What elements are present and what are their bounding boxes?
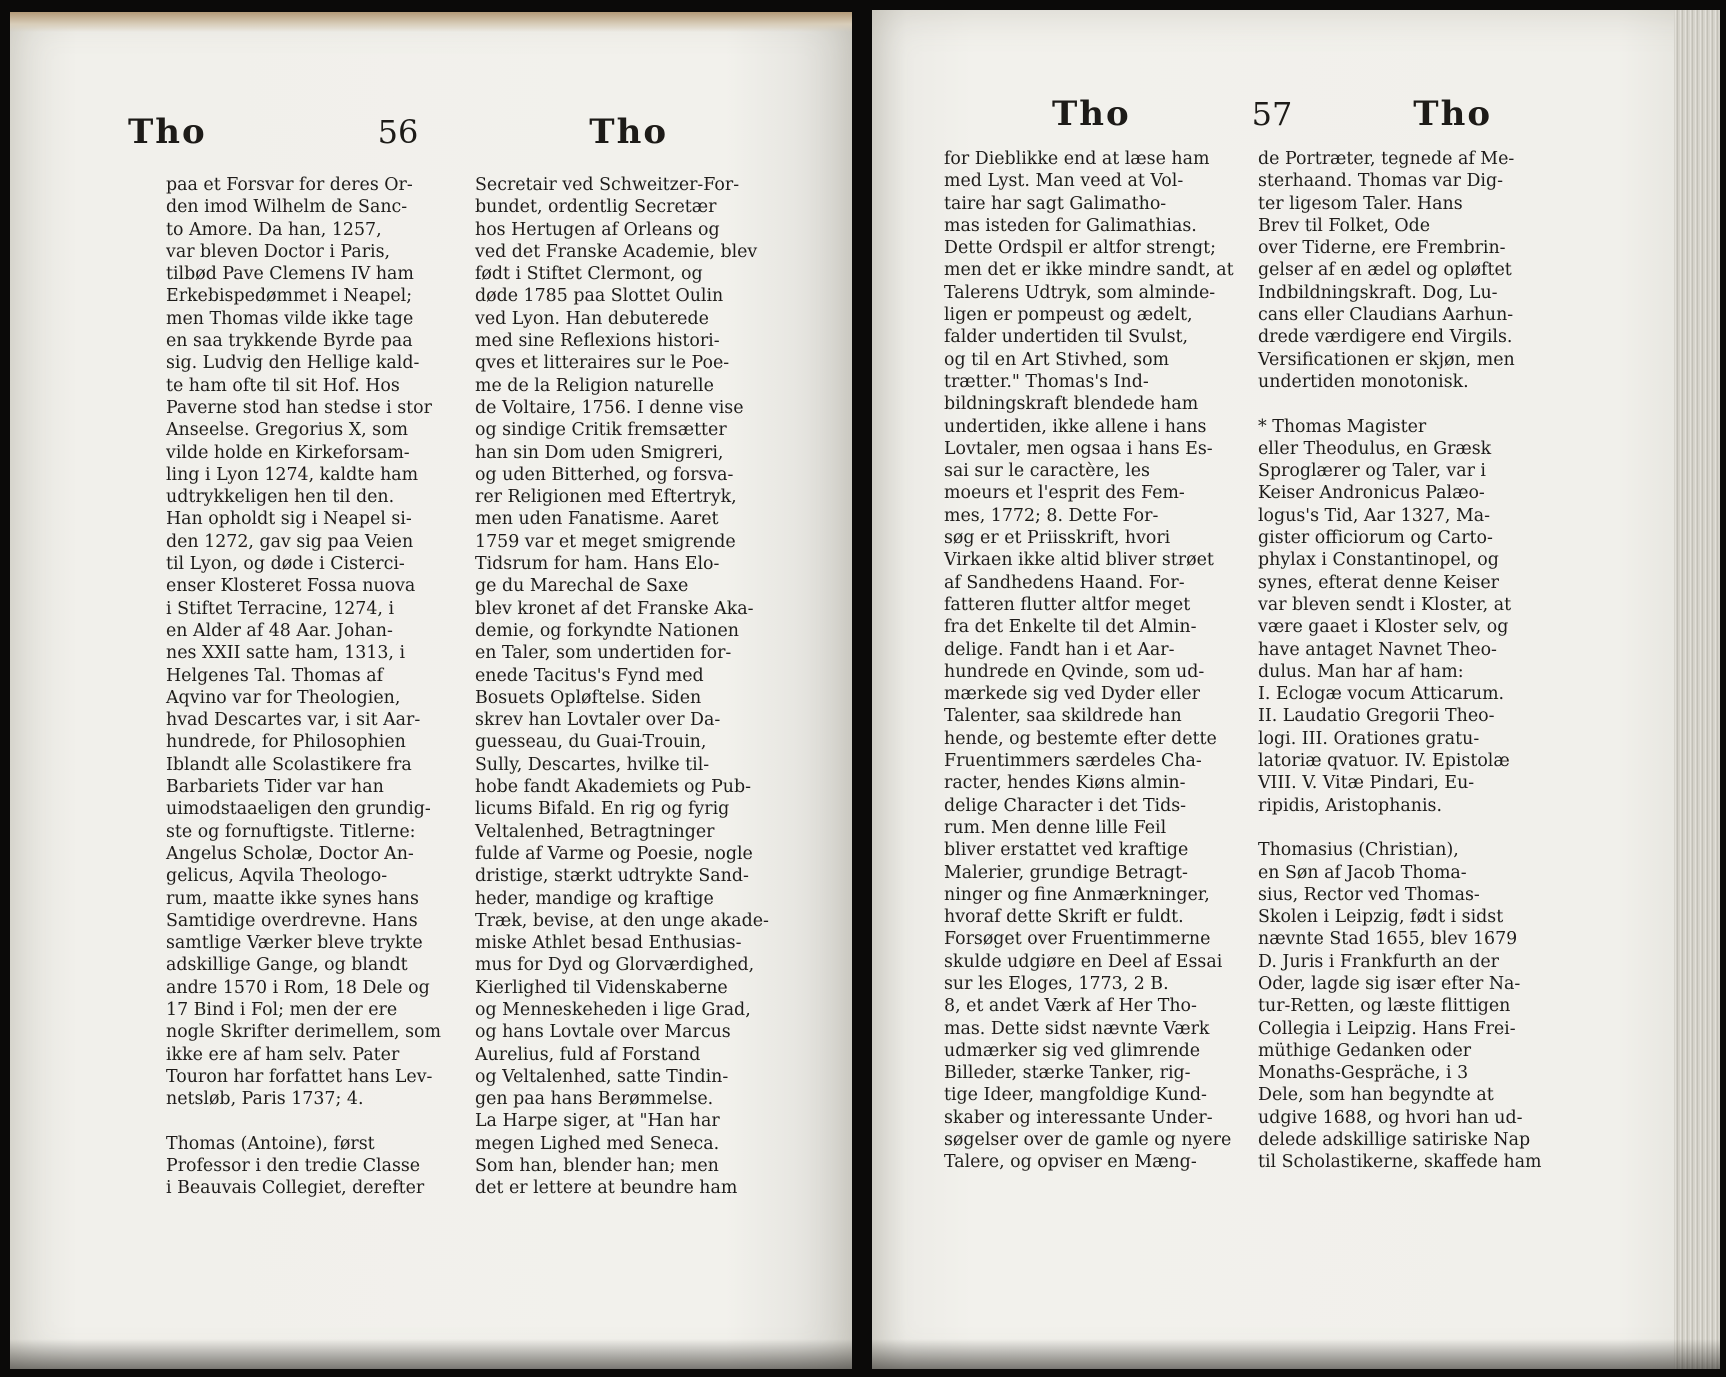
text-line: andre 1570 i Rom, 18 Dele og (166, 977, 430, 998)
text-line: Aqvino var for Theologien, (166, 687, 401, 708)
text-line: Barbariets Tider var han (166, 777, 384, 798)
text-line: ling i Lyon 1274, kaldte ham (166, 464, 419, 485)
text-line: Paverne stod han stedse i stor (166, 397, 432, 418)
text-line: sterhaand. Thomas var Dig- (1258, 171, 1503, 192)
left-page (10, 12, 852, 1369)
header-right-word: Tho (589, 112, 668, 152)
text-column-1 (166, 174, 441, 1200)
text-line: dristige, stærkt udtrykte Sand- (475, 866, 749, 887)
text-line: dulus. Man har af ham: (1258, 661, 1464, 682)
text-line: VIII. V. Vitæ Pindari, Eu- (1258, 773, 1475, 794)
text-line: mærkede sig ved Dyder eller (944, 684, 1200, 705)
text-line: døde 1785 paa Slottet Oulin (475, 286, 724, 307)
text-line: mus for Dyd og Glorværdighed, (475, 955, 755, 976)
text-line: Talerens Udtryk, som alminde- (944, 282, 1216, 303)
text-line: 1759 var et meget smigrende (475, 531, 736, 552)
text-line: var bleven Doctor i Paris, (166, 241, 391, 262)
text-line: Skolen i Leipzig, født i sidst (1258, 907, 1504, 928)
text-line: mas isteden for Galimathias. (944, 215, 1197, 236)
text-line: to Amore. Da han, 1257, (166, 219, 382, 240)
text-line: Versificationen er skjøn, men (1258, 349, 1515, 370)
text-line: samtlige Værker bleve trykte (166, 933, 423, 954)
text-line: Malerier, grundige Betragt- (944, 862, 1188, 883)
text-line: me de la Religion naturelle (475, 375, 714, 396)
text-line: delede adskillige satiriske Nap (1258, 1130, 1531, 1151)
text-line: Sully, Descartes, hvilke til- (475, 754, 710, 775)
text-line: Talenter, saa skildrede han (944, 706, 1182, 727)
text-line: ter ligesom Taler. Hans (1258, 193, 1463, 214)
text-line: megen Lighed med Seneca. (475, 1133, 720, 1154)
text-line: cans eller Claudians Aarhun- (1258, 305, 1514, 326)
text-line: racter, hendes Kiøns almin- (944, 773, 1186, 794)
text-line: sai sur le caractère, les (944, 461, 1150, 482)
text-line: i Beauvais Collegiet, derefter (166, 1178, 425, 1199)
text-line: Talere, og opviser en Mæng- (944, 1152, 1197, 1173)
text-line: vilde holde en Kirkeforsam- (166, 442, 410, 463)
text-line: te ham ofte til sit Hof. Hos (166, 375, 400, 396)
bottom-shadow (10, 1339, 852, 1369)
text-line: ved Lyon. Han debuterede (475, 308, 709, 329)
text-line: ikke ere af ham selv. Pater (166, 1044, 400, 1065)
text-line: Dette Ordspil er altfor strengt; (944, 238, 1216, 259)
text-line: med sine Reflexions histori- (475, 331, 720, 352)
text-line: 17 Bind i Fol; men der ere (166, 999, 398, 1020)
text-line (1258, 817, 1542, 839)
text-line: de Voltaire, 1756. I denne vise (475, 397, 744, 418)
right-page (872, 10, 1720, 1369)
text-line: La Harpe siger, at "Han har (475, 1111, 720, 1132)
text-line: rer Religionen med Eftertryk, (475, 487, 737, 508)
text-line: Veltalenhed, Betragtninger (475, 821, 715, 842)
text-line: heder, mandige og kraftige (475, 888, 714, 909)
text-line: fulde af Varme og Poesie, nogle (475, 843, 753, 864)
text-line: tige Ideer, mangfoldige Kund- (944, 1085, 1207, 1106)
text-line: udtrykkeligen hen til den. (166, 487, 395, 508)
text-line: eller Theodulus, en Græsk (1258, 438, 1492, 459)
text-line: tur-Retten, og læste flittigen (1258, 996, 1511, 1017)
text-line: logi. III. Orationes gratu- (1258, 728, 1480, 749)
text-line: fra det Enkelte til det Almin- (944, 617, 1197, 638)
page-top-edge (10, 12, 852, 32)
text-line: Helgenes Tal. Thomas af (166, 665, 384, 686)
text-line: være gaaet i Kloster selv, og (1258, 617, 1509, 638)
text-line: D. Juris i Frankfurth an der (1258, 951, 1499, 972)
text-line: søg er et Priisskrift, hvori (944, 528, 1171, 549)
text-line: og uden Bitterhed, og forsva- (475, 464, 734, 485)
text-line: undertiden, ikke allene i hans (944, 416, 1207, 437)
text-line: Kierlighed til Videnskaberne (475, 977, 728, 998)
text-line: * Thomas Magister (1258, 416, 1427, 437)
text-line: II. Laudatio Gregorii Theo- (1258, 706, 1495, 727)
text-line: hundrede, for Philosophien (166, 732, 406, 753)
text-line: Bosuets Opløftelse. Siden (475, 687, 702, 708)
text-line: sur les Eloges, 1773, 2 B. (944, 973, 1169, 994)
text-line: en Alder af 48 Aar. Johan- (166, 620, 393, 641)
text-line: det er lettere at beundre ham (475, 1178, 738, 1199)
text-line: sig. Ludvig den Hellige kald- (166, 353, 420, 374)
text-line: blev kronet af det Franske Aka- (475, 598, 754, 619)
text-line: Anseelse. Gregorius X, som (166, 420, 409, 441)
text-line: bildningskraft blendede ham (944, 394, 1199, 415)
running-header (128, 112, 668, 152)
text-line: hos Hertugen af Orleans og (475, 219, 720, 240)
text-line: han sin Dom uden Smigreri, (475, 442, 724, 463)
text-line: uimodstaaeligen den grundig- (166, 799, 431, 820)
text-line: Oder, lagde sig især efter Na- (1258, 973, 1521, 994)
text-line: og sindige Critik fremsætter (475, 420, 727, 441)
text-line: gen paa hans Berømmelse. (475, 1089, 714, 1110)
text-line: Træk, bevise, at den unge akade- (475, 910, 769, 931)
text-line: og Menneskeheden i lige Grad, (475, 999, 751, 1020)
text-line: drede værdigere end Virgils. (1258, 327, 1513, 348)
text-line: I. Eclogæ vocum Atticarum. (1258, 684, 1505, 705)
text-line: qves et litteraires sur le Poe- (475, 353, 730, 374)
bottom-shadow (872, 1339, 1720, 1369)
running-header (1052, 94, 1492, 134)
text-line: phylax i Constantinopel, og (1258, 550, 1499, 571)
text-line: müthige Gedanken oder (1258, 1040, 1472, 1061)
text-line: trætter." Thomas's Ind- (944, 371, 1149, 392)
text-line: Secretair ved Schweitzer-For- (475, 175, 740, 195)
text-line: udmærker sig ved glimrende (944, 1040, 1201, 1061)
page-number: 57 (1251, 95, 1293, 133)
text-line: nævnte Stad 1655, blev 1679 (1258, 929, 1518, 950)
text-line (1258, 393, 1542, 415)
text-line: taire har sagt Galimatho- (944, 193, 1167, 214)
text-line: tilbød Pave Clemens IV ham (166, 264, 414, 285)
text-line: ligen er pompeust og ædelt, (944, 305, 1193, 326)
text-line: hundrede en Qvinde, som ud- (944, 661, 1205, 682)
text-line: Han opholdt sig i Neapel si- (166, 509, 412, 530)
header-right-word: Tho (1413, 94, 1492, 134)
text-column-1 (944, 148, 1234, 1174)
text-line: ripidis, Aristophanis. (1258, 795, 1442, 816)
text-line: Dele, som han begyndte at (1258, 1085, 1494, 1106)
text-line: Indbildningskraft. Dog, Lu- (1258, 282, 1498, 303)
text-line: gister officiorum og Carto- (1258, 528, 1493, 549)
text-line: adskillige Gange, og blandt (166, 955, 408, 976)
text-line: med Lyst. Man veed at Vol- (944, 171, 1184, 192)
text-line: delige Character i det Tids- (944, 795, 1187, 816)
text-line: have antaget Navnet Theo- (1258, 639, 1497, 660)
text-line: af Sandhedens Haand. For- (944, 572, 1185, 593)
text-line: Collegia i Leipzig. Hans Frei- (1258, 1018, 1516, 1039)
text-line: rum, maatte ikke synes hans (166, 888, 419, 909)
text-line: mes, 1772; 8. Dette For- (944, 505, 1159, 526)
text-line: en Taler, som undertiden for- (475, 643, 732, 664)
text-line: Lovtaler, men ogsaa i hans Es- (944, 438, 1213, 459)
text-line: Tidsrum for ham. Hans Elo- (475, 554, 720, 575)
text-line: ved det Franske Academie, blev (475, 241, 758, 262)
text-line: en saa trykkende Byrde paa (166, 331, 413, 352)
text-line: skaber og interessante Under- (944, 1107, 1213, 1128)
text-line: demie, og forkyndte Nationen (475, 620, 739, 641)
text-line: Iblandt alle Scolastikere fra (166, 754, 412, 775)
text-line: hobe fandt Akademiets og Pub- (475, 777, 751, 798)
text-line: for Dieblikke end at læse ham (944, 149, 1210, 169)
text-line: Erkebispedømmet i Neapel; (166, 286, 413, 307)
text-line: ge du Marechal de Saxe (475, 576, 689, 597)
text-line: Keiser Andronicus Palæo- (1258, 483, 1485, 504)
text-line: latoriæ qvatuor. IV. Epistolæ (1258, 751, 1510, 772)
text-line: fatteren flutter altfor meget (944, 594, 1191, 615)
text-line: Aurelius, fuld af Forstand (475, 1044, 701, 1065)
text-line: var bleven sendt i Kloster, at (1258, 594, 1512, 615)
text-line: en Søn af Jacob Thoma- (1258, 862, 1467, 883)
text-line: hende, og bestemte efter dette (944, 728, 1217, 749)
text-line: Touron har forfattet hans Lev- (166, 1066, 433, 1087)
page-number: 56 (377, 113, 419, 151)
text-line: nes XXII satte ham, 1313, i (166, 643, 406, 664)
text-line: enser Klosteret Fossa nuova (166, 576, 416, 597)
text-line: licums Bifald. En rig og fyrig (475, 799, 730, 820)
text-line: og Veltalenhed, satte Tindin- (475, 1066, 729, 1087)
text-line: skulde udgiøre en Deel af Essai (944, 951, 1223, 972)
text-line: Angelus Scholæ, Doctor An- (166, 843, 414, 864)
text-line: søgelser over de gamle og nyere (944, 1130, 1232, 1151)
page-edges (1674, 10, 1720, 1369)
text-line: guesseau, du Guai-Trouin, (475, 732, 707, 753)
text-line: ste og fornuftigste. Titlerne: (166, 821, 416, 842)
text-line: til Lyon, og døde i Cisterci- (166, 554, 405, 575)
text-line: over Tiderne, ere Frembrin- (1258, 238, 1506, 259)
text-column-2 (475, 174, 769, 1200)
text-line: nogle Skrifter derimellem, som (166, 1022, 441, 1043)
text-line: Som han, blender han; men (475, 1156, 719, 1177)
text-line: delige. Fandt han i et Aar- (944, 639, 1175, 660)
text-line: Brev til Folket, Ode (1258, 215, 1431, 236)
header-left-word: Tho (128, 112, 207, 152)
text-line: mas. Dette sidst nævnte Værk (944, 1018, 1210, 1039)
text-line: skrev han Lovtaler over Da- (475, 710, 721, 731)
text-line: logus's Tid, Aar 1327, Ma- (1258, 505, 1491, 526)
text-line: Professor i den tredie Classe (166, 1156, 421, 1177)
text-line: Monaths-Gespräche, i 3 (1258, 1063, 1469, 1084)
text-line: falder undertiden til Svulst, (944, 327, 1189, 348)
text-line: hvoraf dette Skrift er fuldt. (944, 907, 1184, 928)
text-line: Samtidige overdrevne. Hans (166, 910, 418, 931)
text-line: enede Tacitus's Fynd med (475, 665, 704, 686)
text-line: til Scholastikerne, skaffede ham (1258, 1152, 1542, 1173)
text-line: Sproglærer og Taler, var i (1258, 461, 1486, 482)
text-line: rum. Men denne lille Feil (944, 817, 1167, 838)
text-line: sius, Rector ved Thomas- (1258, 884, 1480, 905)
text-line: Thomasius (Christian), (1258, 840, 1459, 861)
text-line: ninger og fine Anmærkninger, (944, 884, 1210, 905)
text-line: Thomas (Antoine), først (166, 1133, 375, 1154)
text-line: Billeder, stærke Tanker, rig- (944, 1063, 1191, 1084)
text-line: men uden Fanatisme. Aaret (475, 509, 719, 530)
text-line (166, 1110, 441, 1132)
text-line: men Thomas vilde ikke tage (166, 308, 414, 329)
text-line: den 1272, gav sig paa Veien (166, 531, 414, 552)
text-line: og til en Art Stivhed, som (944, 349, 1170, 370)
text-line: den imod Wilhelm de Sanc- (166, 197, 408, 218)
text-line: netsløb, Paris 1737; 4. (166, 1089, 364, 1110)
text-column-2 (1258, 148, 1542, 1174)
text-line: 8, et andet Værk af Her Tho- (944, 996, 1197, 1017)
text-line: men det er ikke mindre sandt, at (944, 260, 1234, 281)
header-left-word: Tho (1052, 94, 1131, 134)
text-line: og hans Lovtale over Marcus (475, 1022, 731, 1043)
text-line: gelser af en ædel og opløftet (1258, 260, 1512, 281)
text-line: paa et Forsvar for deres Or- (166, 175, 413, 195)
text-line: Forsøget over Fruentimmerne (944, 929, 1211, 950)
text-line: udgive 1688, og hvori han ud- (1258, 1107, 1523, 1128)
text-line: født i Stiftet Clermont, og (475, 264, 703, 285)
text-line: de Portræter, tegnede af Me- (1258, 149, 1515, 169)
text-line: bundet, ordentlig Secretær (475, 197, 717, 218)
text-line: gelicus, Aqvila Theologo- (166, 866, 388, 887)
text-line: Virkaen ikke altid bliver strøet (944, 550, 1214, 571)
text-line: Fruentimmers særdeles Cha- (944, 751, 1202, 772)
text-line: synes, efterat denne Keiser (1258, 572, 1499, 593)
text-line: undertiden monotonisk. (1258, 371, 1469, 392)
text-line: hvad Descartes var, i sit Aar- (166, 710, 421, 731)
text-line: i Stiftet Terracine, 1274, i (166, 598, 395, 619)
text-line: miske Athlet besad Enthusias- (475, 933, 742, 954)
text-line: moeurs et l'esprit des Fem- (944, 483, 1185, 504)
text-line: bliver erstattet ved kraftige (944, 840, 1189, 861)
